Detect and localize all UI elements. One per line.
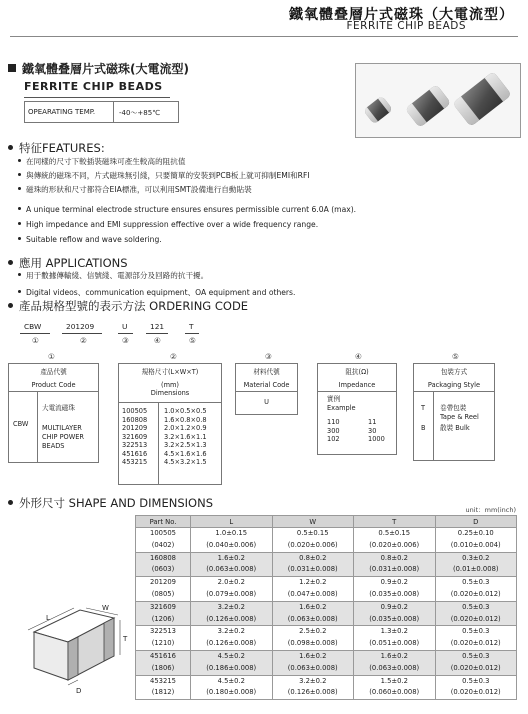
feature-en-2 <box>18 220 318 230</box>
table-cell-w: 1.2±0.2 <box>272 577 354 589</box>
diagram-label-t: T <box>123 635 128 643</box>
feature-zh-2 <box>18 171 310 181</box>
chip-dimension-diagram <box>14 600 132 696</box>
table-cell-d: (0.020±0.012) <box>435 589 517 601</box>
material-box <box>235 363 298 415</box>
table-cell-l: 4.5±0.2 <box>191 675 273 687</box>
table-cell-t: 0.9±0.2 <box>354 601 436 613</box>
applications-heading-text: 應用 APPLICATIONS <box>19 256 128 270</box>
table-cell-l: 4.5±0.2 <box>191 650 273 662</box>
code-part-3: U <box>122 322 128 331</box>
product-desc-zh: 大電流磁珠 <box>42 404 75 412</box>
table-row <box>136 528 517 540</box>
feature-zh-3 <box>18 185 252 195</box>
bullet-icon <box>18 290 21 293</box>
operating-temp-value: -40～+85℃ <box>119 109 161 117</box>
table-row <box>136 638 517 650</box>
packaging-tape-en: Tape & Reel <box>440 413 479 421</box>
col-header-d: D <box>435 516 517 528</box>
table-row <box>136 614 517 626</box>
table-row <box>136 540 517 552</box>
chip-medium-image <box>405 84 451 128</box>
impedance-code-3: 102 <box>327 435 340 443</box>
dim-value-1: 1.0×0.5×0.5 <box>164 407 207 415</box>
dim-value-6: 4.5×1.6×1.6 <box>164 449 207 458</box>
table-cell-d: 0.5±0.3 <box>435 650 517 662</box>
table-cell-part: 201209 <box>136 577 191 589</box>
table-cell-part: (0603) <box>136 564 191 576</box>
table-cell-l: 3.2±0.2 <box>191 601 273 613</box>
packaging-box <box>413 363 495 461</box>
code-num-2: ② <box>80 336 87 345</box>
impedance-value-3: 1000 <box>368 435 385 443</box>
table-cell-t: (0.035±0.008) <box>354 614 436 626</box>
box-num-1: ① <box>48 352 55 361</box>
product-code-box <box>8 363 99 463</box>
bullet-icon <box>8 500 13 505</box>
table-cell-t: (0.035±0.008) <box>354 589 436 601</box>
chip-end-cap-far <box>104 618 114 661</box>
impedance-example-zh: 實例 <box>327 395 341 403</box>
table-row <box>136 589 517 601</box>
impedance-code-1: 110 <box>327 418 340 426</box>
col-header-l: L <box>191 516 273 528</box>
code-part-2-underline <box>62 333 102 334</box>
packaging-code-t: T <box>421 404 426 412</box>
code-part-5: T <box>189 322 194 331</box>
bullet-icon <box>18 207 21 210</box>
box-num-5: ⑤ <box>452 352 459 361</box>
table-cell-t: (0.051±0.008) <box>354 638 436 650</box>
packaging-label-en: Packaging Style <box>427 380 481 389</box>
table-cell-t: 0.9±0.2 <box>354 577 436 589</box>
header-title-zh: 鐵氧體叠層片式磁珠（大電流型） <box>289 7 514 23</box>
table-row <box>136 663 517 675</box>
table-cell-t: 0.5±0.15 <box>354 528 436 540</box>
code-part-2: 201209 <box>66 322 95 331</box>
ordering-heading <box>8 298 248 314</box>
dim-value-5: 3.2×2.5×1.3 <box>164 441 207 449</box>
title-underline <box>24 97 170 98</box>
table-cell-d: (0.020±0.012) <box>435 687 517 699</box>
features-heading <box>8 140 105 156</box>
code-num-5: ⑤ <box>189 336 196 345</box>
material-label-zh: 材料代號 <box>253 368 280 376</box>
operating-temp-box <box>24 101 179 123</box>
impedance-example-en: Example <box>327 404 356 412</box>
chip-small-image <box>363 96 393 125</box>
table-cell-part: (1812) <box>136 687 191 699</box>
chip-end-cap <box>68 637 78 680</box>
table-cell-l: (0.063±0.008) <box>191 564 273 576</box>
table-cell-w: (0.063±0.008) <box>272 663 354 675</box>
table-cell-w: 1.6±0.2 <box>272 601 354 613</box>
dimensions-label-zh: 規格尺寸(L×W×T) <box>141 368 199 376</box>
table-cell-l: 1.0±0.15 <box>191 528 273 540</box>
impedance-label-zh: 阻抗(Ω) <box>345 368 369 376</box>
product-desc-line-3: BEADS <box>42 442 65 450</box>
code-part-3-underline <box>118 333 133 334</box>
square-bullet-icon <box>8 64 16 72</box>
table-row <box>136 552 517 564</box>
dim-code-2: 160808 <box>122 415 148 424</box>
bullet-icon <box>8 303 13 308</box>
table-cell-d: 0.25±0.10 <box>435 528 517 540</box>
shape-heading <box>8 495 213 511</box>
table-cell-part: 451616 <box>136 650 191 662</box>
table-cell-t: (0.060±0.008) <box>354 687 436 699</box>
impedance-box <box>317 363 397 455</box>
dim-code-4: 321609 <box>122 432 148 441</box>
code-num-1: ① <box>32 336 39 345</box>
code-num-4: ④ <box>154 336 161 345</box>
table-cell-d: (0.020±0.012) <box>435 638 517 650</box>
table-cell-w: (0.098±0.008) <box>272 638 354 650</box>
product-title-en: FERRITE CHIP BEADS <box>24 80 163 93</box>
bullet-icon <box>18 173 21 176</box>
code-part-4-underline <box>146 333 168 334</box>
feature-zh-1-text: 在同樣的尺寸下較插裝磁珠可產生較高的阻抗值 <box>26 157 186 166</box>
table-cell-w: 0.8±0.2 <box>272 552 354 564</box>
application-en-text: Digital videos、communication equipment、OA equipment and others. <box>26 288 296 297</box>
table-cell-part: (1806) <box>136 663 191 675</box>
material-label-en: Material Code <box>243 380 290 389</box>
table-cell-part: (0805) <box>136 589 191 601</box>
dimensions-box <box>118 363 222 485</box>
table-cell-d: (0.020±0.012) <box>435 663 517 675</box>
code-num-3: ③ <box>122 336 129 345</box>
feature-zh-1 <box>18 157 185 167</box>
impedance-value-2: 30 <box>368 426 377 435</box>
table-cell-t: 1.6±0.2 <box>354 650 436 662</box>
product-code-label-en: Product Code <box>31 380 76 389</box>
table-cell-l: 2.0±0.2 <box>191 577 273 589</box>
dim-value-2: 1.6×0.8×0.8 <box>164 415 207 424</box>
packaging-label-zh: 包裝方式 <box>440 368 468 376</box>
table-cell-d: (0.010±0.004) <box>435 540 517 552</box>
table-cell-d: (0.01±0.008) <box>435 564 517 576</box>
code-part-1: CBW <box>24 322 42 331</box>
table-cell-part: (0402) <box>136 540 191 552</box>
dimension-table-body <box>136 528 517 700</box>
table-cell-t: 1.5±0.2 <box>354 675 436 687</box>
impedance-label-en: Impedance <box>338 380 376 389</box>
table-cell-w: (0.020±0.006) <box>272 540 354 552</box>
dim-value-3: 2.0×1.2×0.9 <box>164 424 207 432</box>
diagram-label-l: L <box>46 614 50 622</box>
table-cell-part: 322513 <box>136 626 191 638</box>
ordering-heading-text: 產品規格型號的表示方法 ORDERING CODE <box>19 299 249 313</box>
table-cell-w: 1.6±0.2 <box>272 650 354 662</box>
col-header-t: T <box>354 516 436 528</box>
shape-heading-text: 外形尺寸 SHAPE AND DIMENSIONS <box>19 496 213 510</box>
bullet-icon <box>18 237 21 240</box>
table-cell-part: (1206) <box>136 614 191 626</box>
col-header-part: Part No. <box>136 516 191 528</box>
table-cell-part: 453215 <box>136 675 191 687</box>
table-cell-l: (0.126±0.008) <box>191 638 273 650</box>
header-title-en: FERRITE CHIP BEADS <box>346 20 466 32</box>
application-en <box>18 288 295 298</box>
product-code-value: CBW <box>13 420 29 428</box>
product-desc-line-1: MULTILAYER <box>42 424 82 432</box>
code-part-4: 121 <box>150 322 165 331</box>
dimensions-divider <box>158 402 159 484</box>
feature-en-1-text: A unique terminal electrode structure ensures ensures permissible current 6.0A (max). <box>26 205 357 214</box>
packaging-divider <box>433 391 434 460</box>
table-cell-w: (0.031±0.008) <box>272 564 354 576</box>
table-cell-w: (0.047±0.008) <box>272 589 354 601</box>
operating-temp-separator <box>113 102 114 122</box>
table-cell-l: (0.186±0.008) <box>191 663 273 675</box>
feature-en-2-text: High impedance and EMI suppression effective over a wide frequency range. <box>26 220 319 229</box>
feature-zh-3-text: 磁珠的形狀和尺寸都符合EIA標准，可以利用SMT設備進行自動貼裝 <box>26 185 252 194</box>
table-cell-w: 2.5±0.2 <box>272 626 354 638</box>
applications-heading <box>8 255 128 271</box>
table-cell-d: 0.5±0.3 <box>435 601 517 613</box>
table-cell-t: (0.063±0.008) <box>354 663 436 675</box>
feature-zh-2-text: 與傳統的磁珠不同，片式磁珠無引綫，只要簡單的安裝到PCB板上就可抑制EMI和RFI <box>26 171 310 180</box>
table-header-row <box>136 516 517 528</box>
table-cell-d: 0.5±0.3 <box>435 626 517 638</box>
dim-value-4: 3.2×1.6×1.1 <box>164 432 207 441</box>
table-cell-l: (0.180±0.008) <box>191 687 273 699</box>
packaging-bulk: 散裝 Bulk <box>440 424 470 432</box>
bullet-icon <box>8 260 13 265</box>
box-num-4: ④ <box>355 352 362 361</box>
table-cell-w: (0.126±0.008) <box>272 687 354 699</box>
features-heading-text: 特征FEATURES: <box>19 141 105 155</box>
packaging-tape-zh: 卷帶包裝 <box>440 404 467 412</box>
dimensions-values <box>164 407 207 467</box>
product-title-zh-text: 鐵氧體叠層片式磁珠(大電流型) <box>22 62 189 76</box>
table-cell-part: (1210) <box>136 638 191 650</box>
dim-code-1: 100505 <box>122 407 148 415</box>
table-cell-w: 0.5±0.15 <box>272 528 354 540</box>
bullet-icon <box>18 159 21 162</box>
table-cell-l: (0.079±0.008) <box>191 589 273 601</box>
dimensions-rows <box>122 407 147 467</box>
dimension-table <box>135 515 517 700</box>
box-num-3: ③ <box>265 352 272 361</box>
dimensions-unit: (mm) <box>161 380 179 389</box>
application-zh-text: 用于數據傳輸綫、信號綫、電源部分及回路的抗干擾。 <box>26 271 209 280</box>
table-cell-part: 100505 <box>136 528 191 540</box>
material-code-value: U <box>264 398 269 406</box>
operating-temp-label: OPEARATING TEMP. <box>28 108 96 116</box>
table-cell-w: 3.2±0.2 <box>272 675 354 687</box>
impedance-codes <box>327 418 340 444</box>
col-header-w: W <box>272 516 354 528</box>
table-cell-t: (0.020±0.006) <box>354 540 436 552</box>
table-cell-l: (0.040±0.006) <box>191 540 273 552</box>
bullet-icon <box>18 273 21 276</box>
table-cell-t: 0.8±0.2 <box>354 552 436 564</box>
table-cell-l: (0.126±0.008) <box>191 614 273 626</box>
table-cell-t: (0.031±0.008) <box>354 564 436 576</box>
dim-code-5: 322513 <box>122 441 148 449</box>
table-row <box>136 577 517 589</box>
table-cell-part: 160808 <box>136 552 191 564</box>
table-row <box>136 626 517 638</box>
bullet-icon <box>18 222 21 225</box>
feature-en-1 <box>18 205 356 215</box>
table-row <box>136 650 517 662</box>
table-cell-w: (0.063±0.008) <box>272 614 354 626</box>
table-cell-l: 3.2±0.2 <box>191 626 273 638</box>
impedance-value-1: 11 <box>368 418 377 426</box>
dim-line-d <box>68 680 78 685</box>
feature-en-3-text: Suitable reflow and wave soldering. <box>26 235 162 244</box>
table-row <box>136 601 517 613</box>
table-cell-d: 0.3±0.2 <box>435 552 517 564</box>
feature-en-3 <box>18 235 162 245</box>
packaging-code-b: B <box>421 424 426 432</box>
impedance-code-2: 300 <box>327 426 340 435</box>
product-code-label-zh: 產品代號 <box>40 368 67 376</box>
dimension-unit: unit：mm(inch) <box>465 506 516 514</box>
table-cell-d: 0.5±0.3 <box>435 577 517 589</box>
dim-code-6: 451616 <box>122 449 148 458</box>
dim-code-7: 453215 <box>122 458 148 466</box>
product-desc-line-2: CHIP POWER <box>42 433 85 441</box>
impedance-values <box>368 418 385 444</box>
product-title-zh <box>8 60 189 77</box>
table-cell-t: 1.3±0.2 <box>354 626 436 638</box>
box-num-2: ② <box>170 352 177 361</box>
table-cell-part: 321609 <box>136 601 191 613</box>
code-part-1-underline <box>20 333 50 334</box>
diagram-label-d: D <box>76 687 82 695</box>
table-cell-l: 1.6±0.2 <box>191 552 273 564</box>
table-row <box>136 564 517 576</box>
chip-large-image <box>452 71 511 127</box>
product-code-divider <box>37 391 38 462</box>
table-cell-d: (0.020±0.012) <box>435 614 517 626</box>
bullet-icon <box>8 145 13 150</box>
table-row <box>136 675 517 687</box>
table-row <box>136 687 517 699</box>
dimensions-label-en: Dimensions <box>150 389 190 397</box>
diagram-label-w: W <box>102 604 109 612</box>
dim-code-3: 201209 <box>122 424 148 432</box>
product-photo <box>355 63 521 138</box>
application-zh <box>18 271 208 281</box>
header-divider <box>10 36 518 37</box>
bullet-icon <box>18 187 21 190</box>
dim-value-7: 4.5×3.2×1.5 <box>164 458 207 466</box>
table-cell-d: 0.5±0.3 <box>435 675 517 687</box>
code-part-5-underline <box>185 333 199 334</box>
